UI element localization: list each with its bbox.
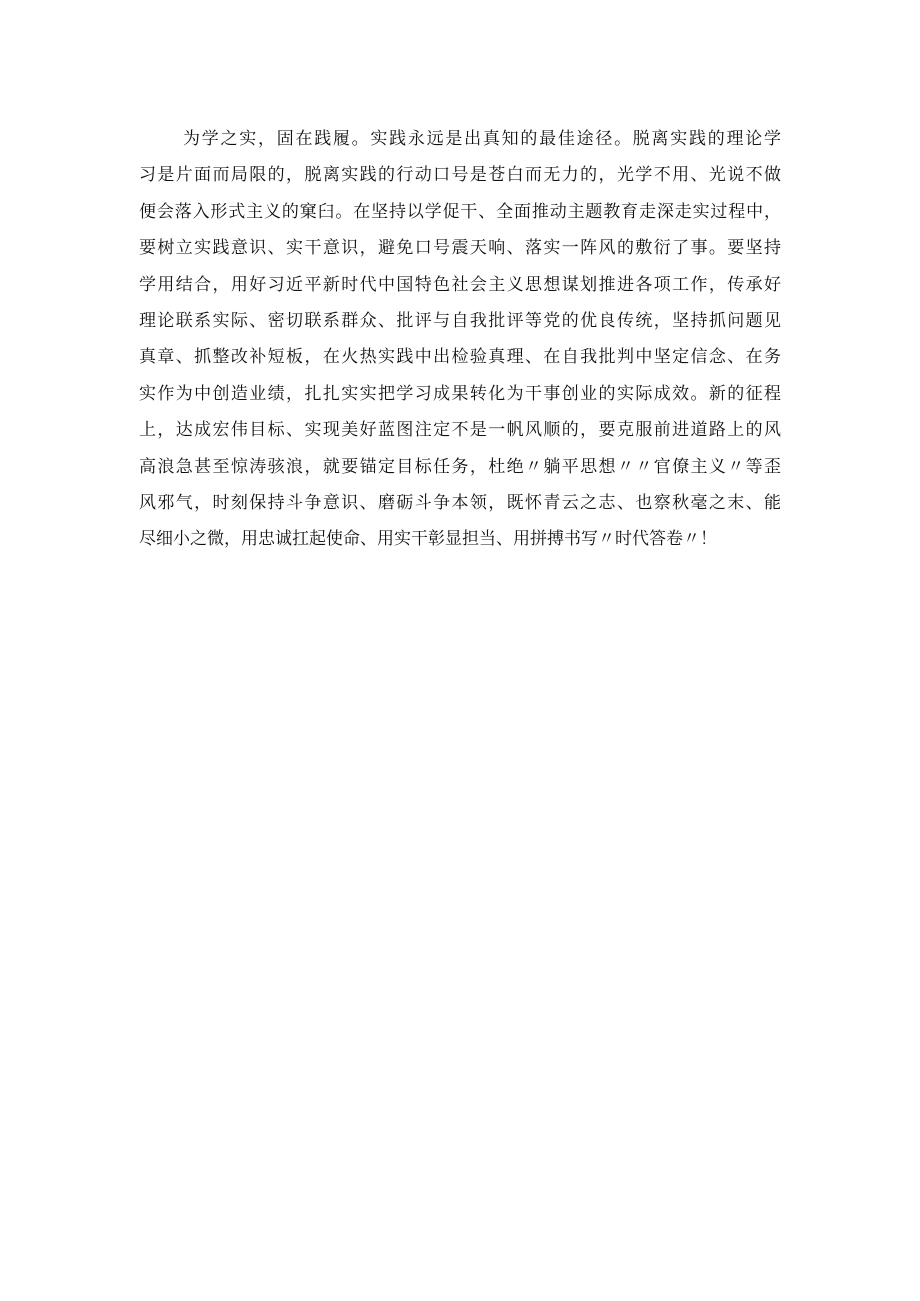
body-paragraph (139, 121, 781, 558)
paragraph-line: 学用结合，用好习近平新时代中国特色社会主义思想谋划推进各项工作，传承好 (139, 274, 781, 295)
paragraph-line: 要树立实践意识、实干意识，避免口号震天响、落实一阵风的敷衍了事。要坚持 (139, 238, 781, 259)
paragraph-line: 习是片面而局限的，脱离实践的行动口号是苍白而无力的，光学不用、光说不做 (139, 165, 781, 186)
paragraph-line: 尽细小之微，用忠诚扛起使命、用实干彰显担当、用拼搏书写〃时代答卷〃！ (139, 529, 717, 550)
paragraph-line: 高浪急甚至惊涛骇浪，就要锚定目标任务，杜绝〃躺平思想〃〃官僚主义〃等歪 (139, 456, 781, 477)
paragraph-line: 便会落入形式主义的窠臼。在坚持以学促干、全面推动主题教育走深走实过程中， (139, 201, 781, 222)
paragraph-line: 为学之实，固在践履。实践永远是出真知的最佳途径。脱离实践的理论学 (183, 129, 781, 149)
paragraph-line: 理论联系实际、密切联系群众、批评与自我批评等党的优良传统，坚持抓问题见 (139, 310, 781, 331)
paragraph-line: 真章、抓整改补短板，在火热实践中出检验真理、在自我批判中坚定信念、在务 (139, 347, 781, 368)
paragraph-line: 上，达成宏伟目标、实现美好蓝图注定不是一帆风顺的，要克服前进道路上的风 (139, 420, 781, 441)
paragraph-line: 风邪气，时刻保持斗争意识、磨砺斗争本领，既怀青云之志、也察秋毫之末、能 (139, 492, 781, 513)
paragraph-line: 实作为中创造业绩，扎扎实实把学习成果转化为干事创业的实际成效。新的征程 (139, 383, 781, 404)
